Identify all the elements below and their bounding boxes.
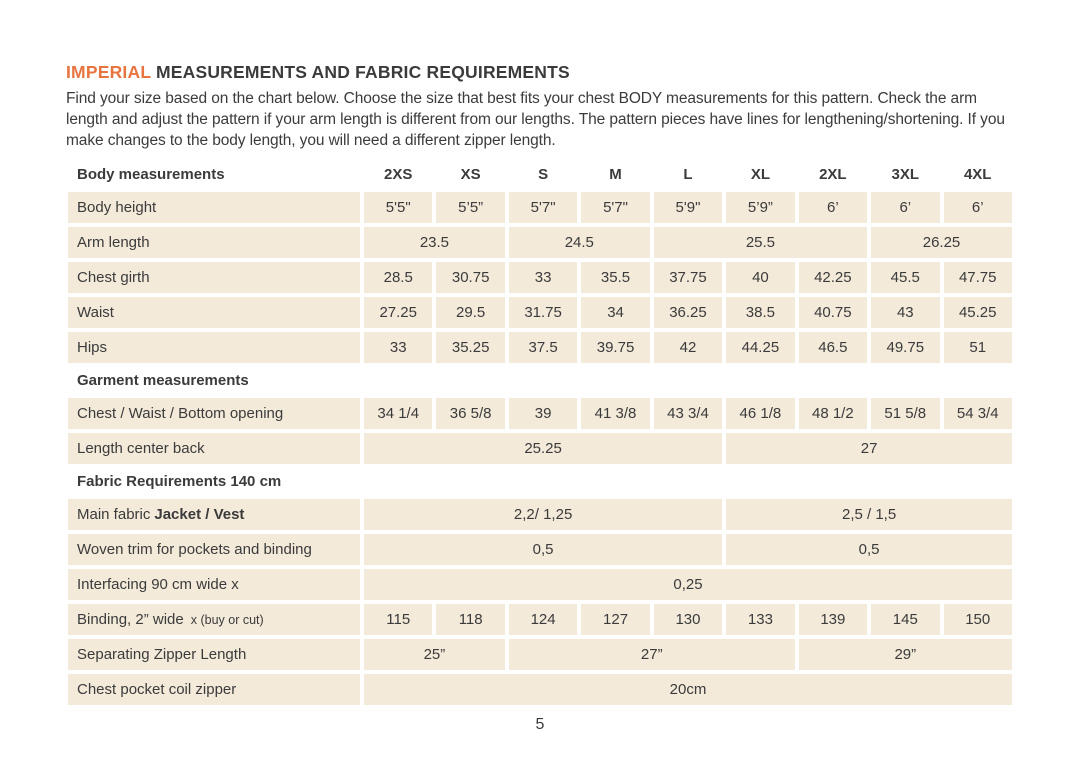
- value-cell: 38.5: [726, 297, 794, 328]
- value-cell: 124: [509, 604, 577, 635]
- row-label: Waist: [68, 297, 360, 328]
- value-cell: 41 3/8: [581, 398, 649, 429]
- table-row: [68, 227, 1012, 258]
- row-label: Chest girth: [68, 262, 360, 293]
- size-column-header: XS: [460, 166, 481, 183]
- value-cell: 34 1/4: [364, 398, 432, 429]
- value-cell: 25”: [364, 639, 505, 670]
- value-cell: 42: [654, 332, 722, 363]
- value-cell: 0,5: [364, 534, 722, 565]
- page-number: 5: [535, 716, 545, 733]
- section-label: Fabric Requirements 140 cm: [77, 473, 282, 490]
- row-label: Interfacing 90 cm wide x: [68, 569, 360, 600]
- value-cell: 37.75: [654, 262, 722, 293]
- value-cell: 29”: [799, 639, 1012, 670]
- value-cell: 45.5: [871, 262, 939, 293]
- value-cell: 47.75: [944, 262, 1012, 293]
- value-cell: 31.75: [509, 297, 577, 328]
- size-column-header: M: [609, 166, 622, 183]
- table-row: [68, 433, 1012, 464]
- table-row: [68, 604, 1012, 635]
- row-label: Chest / Waist / Bottom opening: [68, 398, 360, 429]
- value-cell: 26.25: [871, 227, 1012, 258]
- row-label: Separating Zipper Length: [68, 639, 360, 670]
- value-cell: 6’: [871, 192, 939, 223]
- value-cell: 28.5: [364, 262, 432, 293]
- size-table: [68, 161, 1012, 709]
- table-row: [68, 674, 1012, 705]
- value-cell: 139: [799, 604, 867, 635]
- row-label: Chest pocket coil zipper: [68, 674, 360, 705]
- value-cell: 40.75: [799, 297, 867, 328]
- table-row: [68, 499, 1012, 530]
- value-cell: 54 3/4: [944, 398, 1012, 429]
- section-label: Garment measurements: [77, 372, 249, 389]
- value-cell: 46.5: [799, 332, 867, 363]
- value-cell: 25.25: [364, 433, 722, 464]
- value-cell: 33: [509, 262, 577, 293]
- value-cell: 118: [436, 604, 504, 635]
- table-row: [68, 367, 1012, 394]
- value-cell: 33: [364, 332, 432, 363]
- value-cell: 36 5/8: [436, 398, 504, 429]
- value-cell: 5’9”: [726, 192, 794, 223]
- value-cell: 5'5": [364, 192, 432, 223]
- value-cell: 51: [944, 332, 1012, 363]
- title-imperial: IMPERIAL: [66, 62, 151, 82]
- value-cell: 5'7": [509, 192, 577, 223]
- value-cell: 2,5 / 1,5: [726, 499, 1012, 530]
- value-cell: 34: [581, 297, 649, 328]
- size-column-header: S: [538, 166, 549, 183]
- size-column-header: 2XS: [384, 166, 413, 183]
- size-column-header: 2XL: [819, 166, 847, 183]
- table-row: [68, 398, 1012, 429]
- value-cell: 30.75: [436, 262, 504, 293]
- value-cell: 0,5: [726, 534, 1012, 565]
- table-row: [68, 262, 1012, 293]
- table-row: [68, 192, 1012, 223]
- row-label: Binding, 2” wide x (buy or cut): [68, 604, 360, 635]
- value-cell: 115: [364, 604, 432, 635]
- value-cell: 25.5: [654, 227, 867, 258]
- value-cell: 48 1/2: [799, 398, 867, 429]
- value-cell: 51 5/8: [871, 398, 939, 429]
- size-column-header: 4XL: [963, 166, 992, 183]
- value-cell: 133: [726, 604, 794, 635]
- value-cell: 127: [581, 604, 649, 635]
- value-cell: 145: [871, 604, 939, 635]
- page-title: [66, 62, 570, 83]
- table-row: [68, 534, 1012, 565]
- value-cell: 0,25: [364, 569, 1012, 600]
- value-cell: 130: [654, 604, 722, 635]
- value-cell: 37.5: [509, 332, 577, 363]
- value-cell: 27: [726, 433, 1012, 464]
- table-row: [68, 569, 1012, 600]
- value-cell: 6’: [799, 192, 867, 223]
- value-cell: 35.25: [436, 332, 504, 363]
- value-cell: 43: [871, 297, 939, 328]
- value-cell: 39: [509, 398, 577, 429]
- table-row: [68, 332, 1012, 363]
- value-cell: 2,2/ 1,25: [364, 499, 722, 530]
- table-row: [68, 297, 1012, 328]
- row-label: Arm length: [68, 227, 360, 258]
- table-row: [68, 161, 1012, 188]
- title-rest: MEASUREMENTS AND FABRIC REQUIREMENTS: [150, 62, 570, 82]
- row-label: Length center back: [68, 433, 360, 464]
- value-cell: 150: [944, 604, 1012, 635]
- value-cell: 5'7": [581, 192, 649, 223]
- value-cell: 29.5: [436, 297, 504, 328]
- value-cell: 35.5: [581, 262, 649, 293]
- value-cell: 44.25: [726, 332, 794, 363]
- value-cell: 24.5: [509, 227, 650, 258]
- value-cell: 27”: [509, 639, 795, 670]
- value-cell: 5'9": [654, 192, 722, 223]
- row-label: Woven trim for pockets and binding: [68, 534, 360, 565]
- value-cell: 20cm: [364, 674, 1012, 705]
- value-cell: 42.25: [799, 262, 867, 293]
- intro-text: Find your size based on the chart below. Choose the size that best fits your chest BODY measurements for this pattern. Check the arm length and adjust the pattern if your arm length is different from our lengths. The pattern pieces have lines for lengthening/shortening. If you make changes to the body length, you will need a different zipper length.: [66, 90, 1005, 150]
- value-cell: 46 1/8: [726, 398, 794, 429]
- size-column-header: L: [683, 166, 693, 183]
- value-cell: 39.75: [581, 332, 649, 363]
- value-cell: 5’5”: [436, 192, 504, 223]
- value-cell: 6’: [944, 192, 1012, 223]
- size-column-header: 3XL: [891, 166, 920, 183]
- value-cell: 40: [726, 262, 794, 293]
- row-label: Body height: [68, 192, 360, 223]
- table-row: [68, 639, 1012, 670]
- value-cell: 27.25: [364, 297, 432, 328]
- row-label: Main fabric Jacket / Vest: [68, 499, 360, 530]
- table-row: [68, 468, 1012, 495]
- row-label: Hips: [68, 332, 360, 363]
- value-cell: 23.5: [364, 227, 505, 258]
- value-cell: 36.25: [654, 297, 722, 328]
- value-cell: 45.25: [944, 297, 1012, 328]
- row-label: Body measurements: [77, 166, 225, 183]
- size-column-header: XL: [750, 166, 770, 183]
- value-cell: 43 3/4: [654, 398, 722, 429]
- value-cell: 49.75: [871, 332, 939, 363]
